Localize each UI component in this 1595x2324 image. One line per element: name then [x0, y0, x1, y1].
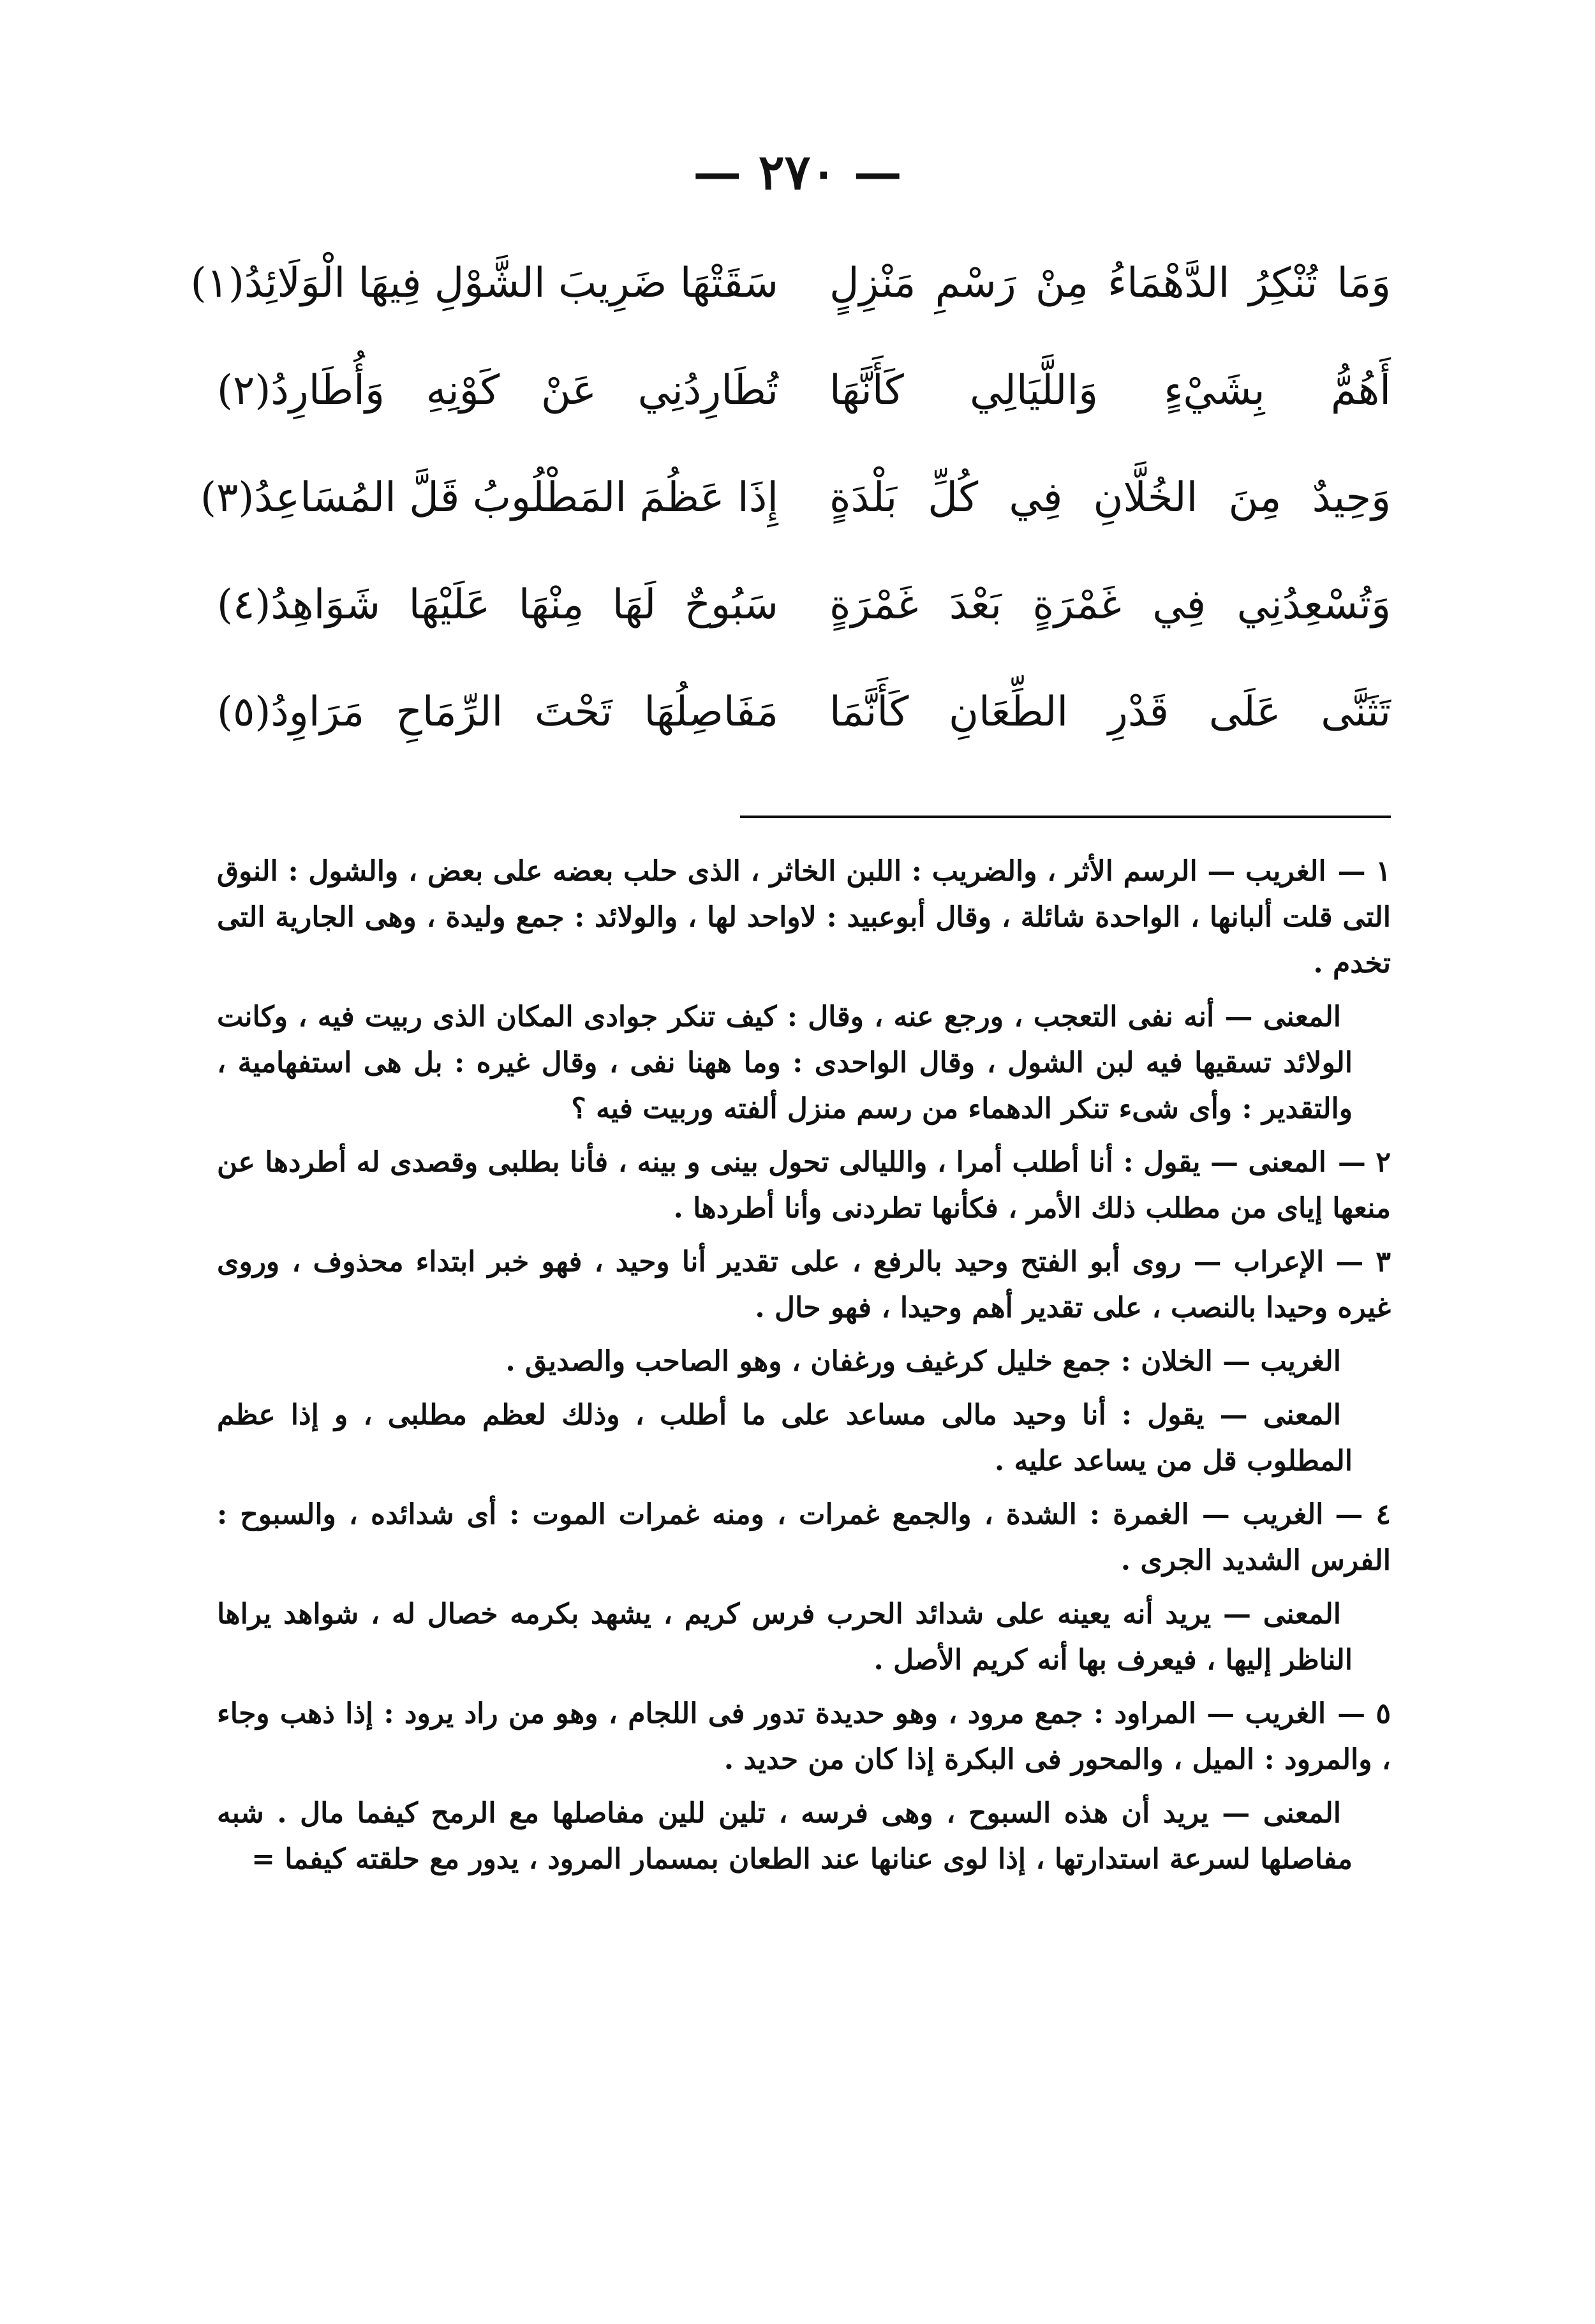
- verse-4-first-hemistich: وَتُسْعِدُنِي فِي غَمْرَةٍ بَعْدَ غَمْرَةٍ: [829, 581, 1391, 629]
- verse-2-second-hemistich: تُطَارِدُنِي عَنْ كَوْنِهِ وَأُطَارِدُ(٢): [217, 366, 778, 414]
- verse-5: [217, 659, 1391, 766]
- footnote-divider: [740, 816, 1391, 818]
- verse-2-first-hemistich: أَهُمُّ بِشَيْءٍ وَاللَّيَالِي كَأَنَّهَا: [829, 366, 1391, 414]
- note-paragraph: [207, 849, 1391, 987]
- verse-1: [190, 230, 1391, 337]
- verse-3-second-hemistich: إِذَا عَظُمَ المَطْلُوبُ قَلَّ المُسَاعِدُ(٣): [200, 473, 778, 521]
- verse-3-first-hemistich: وَحِيدٌ مِنَ الخُلَّانِ فِي كُلِّ بَلْدَةٍ: [829, 473, 1391, 521]
- note-text: المعنى — يريد أن هذه السبوح ، وهى فرسه ، تلين للين مفاصلها مع الرمح كيفما مال . شبه مفاصلها لسرعة استدارتها ، إذا لوى عنانها عند الطعان بمسمار المرود ، يدور مع حلقته كيفما =: [207, 1797, 1353, 1875]
- note-text: الغريب — الخلان : جمع خليل كرغيف ورغفان ، وهو الصاحب والصديق .: [505, 1345, 1341, 1378]
- note-number: ١ —: [1337, 855, 1391, 888]
- verse-5-first-hemistich: تَثَنَّى عَلَى قَدْرِ الطِّعَانِ كَأَنَّمَا: [829, 688, 1391, 736]
- note-paragraph: [207, 1239, 1391, 1331]
- note-text: المعنى — يقول : أنا وحيد مالى مساعد على ما أطلب ، وذلك لعظم مطلبى ، و إذا عظم المطلوب قل من يساعد عليه .: [207, 1399, 1353, 1477]
- commentary-notes: [207, 849, 1391, 1890]
- verse-4-second-hemistich: سَبُوحٌ لَهَا مِنْهَا عَلَيْهَا شَوَاهِدُ(٤): [217, 581, 778, 629]
- note-paragraph: [207, 1691, 1391, 1783]
- note-number: ٢ —: [1337, 1146, 1391, 1179]
- note-paragraph: [217, 1339, 1391, 1385]
- note-paragraph: [207, 1392, 1391, 1484]
- note-number: ٤ —: [1335, 1498, 1391, 1531]
- verse-1-first-hemistich: وَمَا تُنْكِرُ الدَّهْمَاءُ مِنْ رَسْمِ مَنْزِلٍ: [829, 259, 1391, 307]
- note-text: المعنى — يريد أنه يعينه على شدائد الحرب فرس كريم ، يشهد بكرمه خصال له ، شواهد يراها الناظر إليها ، فيعرف بها أنه كريم الأصل .: [207, 1598, 1353, 1676]
- note-text: المعنى — يقول : أنا أطلب أمرا ، والليالى تحول بينى و بينه ، فأنا بطلبى وقصدى له أطردها عن منعها إياى من مطلب ذلك الأمر ، فكأنها تطردنى وأنا أطردها .: [207, 1146, 1391, 1225]
- verse-5-second-hemistich: مَفَاصِلُهَا تَحْتَ الرِّمَاحِ مَرَاوِدُ(٥): [217, 688, 778, 736]
- verse-1-second-hemistich: سَقَتْهَا ضَرِيبَ الشَّوْلِ فِيهَا الْوَلَائِدُ(١): [190, 259, 778, 307]
- note-paragraph: [207, 1791, 1391, 1882]
- note-text: الإعراب — روى أبو الفتح وحيد بالرفع ، على تقدير أنا وحيد ، فهو خبر ابتداء محذوف ، وروى غيره وحيدا بالنصب ، على تقدير أهم وحيدا ، فهو حال .: [207, 1246, 1391, 1324]
- note-paragraph: [207, 1492, 1391, 1584]
- note-text: الغريب — الغمرة : الشدة ، والجمع غمرات ، ومنه غمرات الموت : أى شدائده ، والسبوح : الفرس الشديد الجرى .: [207, 1498, 1391, 1577]
- poem-verses: [190, 230, 1391, 766]
- note-paragraph: [207, 1591, 1391, 1683]
- verse-4: [217, 551, 1391, 659]
- note-paragraph: [207, 1140, 1391, 1232]
- note-text: الغريب — المراود : جمع مرود ، وهو حديدة تدور فى اللجام ، وهو من راد يرود : إذا ذهب وجاء ، والمرود : الميل ، والمحور فى البكرة إذا كان من حديد .: [207, 1697, 1391, 1776]
- verse-2: [217, 337, 1391, 444]
- page-number: — ٢٧٠ —: [693, 144, 902, 200]
- note-paragraph: [207, 994, 1391, 1132]
- note-text: الغريب — الرسم الأثر ، والضريب : اللبن الخاثر ، الذى حلب بعضه على بعض ، والشول : النوق التى قلت ألبانها ، الواحدة شائلة ، وقال أبوعبيد : لاواحد لها ، والولائد : جمع وليدة ، وهى الجارية التى تخدم .: [207, 855, 1391, 980]
- note-number: ٣ —: [1335, 1246, 1391, 1278]
- note-text: المعنى — أنه نفى التعجب ، ورجع عنه ، وقال : كيف تنكر جوادى المكان الذى ربيت فيه ، وكانت الولائد تسقيها فيه لبن الشول ، وقال الواحدى : وما ههنا نفى ، وقال غيره : بل هى استفهامية ، والتقدير : وأى شىء تنكر الدهماء من رسم منزل ألفته وربيت فيه ؟: [207, 1001, 1353, 1125]
- note-number: ٥ —: [1337, 1697, 1391, 1730]
- verse-3: [200, 444, 1391, 551]
